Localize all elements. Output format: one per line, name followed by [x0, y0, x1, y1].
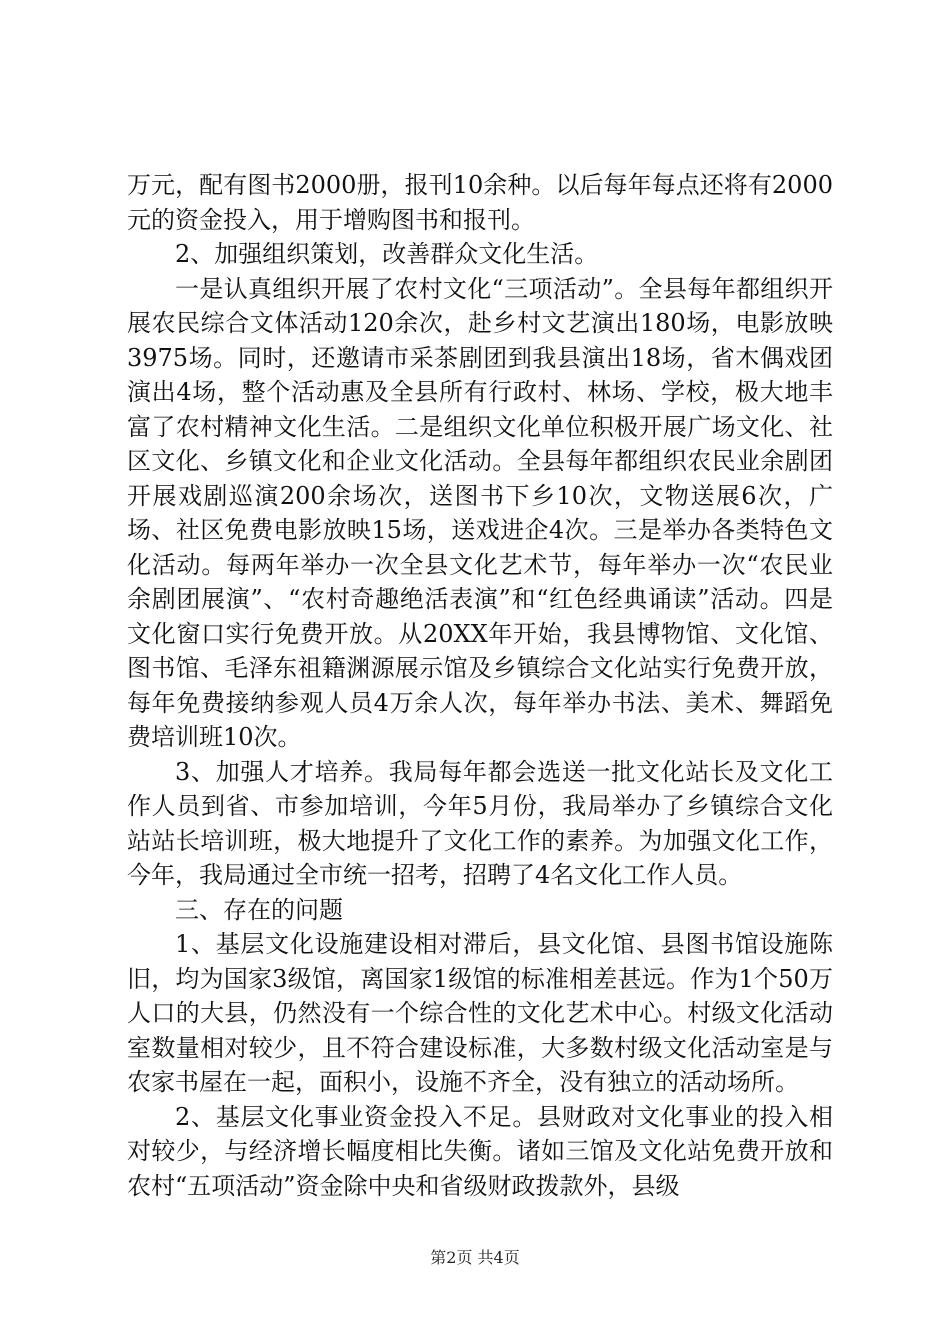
paragraph-4: 3、加强人才培养。我局每年都会选送一批文化站长及文化工作人员到省、市参加培训，今年5月份，我局举办了乡镇综合文化站站长培训班，极大地提升了文化工作的素养。为加强文化工作，今年，我局通过全市统一招考，招聘了4名文化工作人员。	[127, 757, 833, 889]
paragraph-2: 2、加强组织策划，改善群众文化生活。	[175, 240, 599, 268]
document-body	[127, 168, 833, 1203]
paragraph-6: 2、基层文化事业资金投入不足。县财政对文化事业的投入相对较少，与经济增长幅度相比失衡。诸如三馆及文化站免费开放和农村“五项活动”资金除中央和省级财政拨款外，县级	[127, 1102, 833, 1200]
section-heading: 三、存在的问题	[175, 895, 343, 924]
paragraph-3: 一是认真组织开展了农村文化“三项活动”。全县每年都组织开展农民综合文体活动120余次，赴乡村文艺演出180场，电影放映3975场。同时，还邀请市采茶剧团到我县演出18场，省木偶戏团演出4场，整个活动惠及全县所有行政村、林场、学校，极大地丰富了农村精神文化生活。二是组织文化单位积极开展广场文化、社区文化、乡镇文化和企业文化活动。全县每年都组织农民业余剧团开展戏剧巡演200余场次，送图书下乡10次，文物送展6次，广场、社区免费电影放映15场，送戏进企4次。三是举办各类特色文化活动。每两年举办一次全县文化艺术节，每年举办一次“农民业余剧团展演”、“农村奇趣绝活表演”和“红色经典诵读”活动。四是文化窗口实行免费开放。从20XX年开始，我县博物馆、文化馆、图书馆、毛泽东祖籍渊源展示馆及乡镇综合文化站实行免费开放，每年免费接纳参观人员4万余人次，每年举办书法、美术、舞蹈免费培训班10次。	[127, 274, 833, 751]
page-footer: 第2页 共4页	[430, 1248, 520, 1267]
paragraph-1: 万元，配有图书2000册，报刊10余种。以后每年每点还将有2000元的资金投入，用于增购图书和报刊。	[127, 171, 833, 234]
paragraph-5: 1、基层文化设施建设相对滞后，县文化馆、县图书馆设施陈旧，均为国家3级馆，离国家1级馆的标准相差甚远。作为1个50万人口的大县，仍然没有一个综合性的文化艺术中心。村级文化活动室数量相对较少，且不符合建设标准，大多数村级文化活动室是与农家书屋在一起，面积小，设施不齐全，没有独立的活动场所。	[127, 930, 833, 1096]
